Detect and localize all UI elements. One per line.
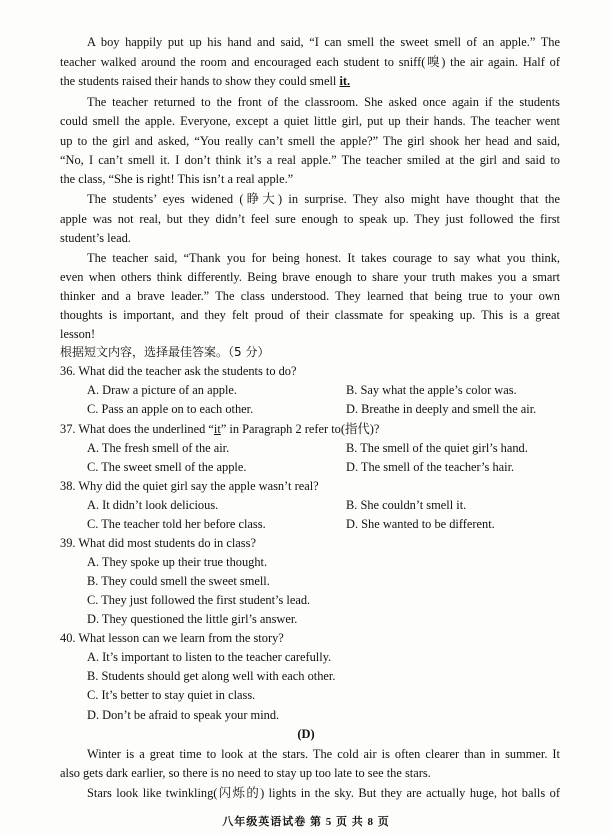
question-36-stem: 36. What did the teacher ask the students to do? xyxy=(60,364,297,378)
section-d-p1-line1: Winter is a great time to look at the stars. The cold air is often clearer than in summer. It xyxy=(87,747,560,761)
q40-option-b[interactable]: B. Students should get along well with each other. xyxy=(87,669,336,683)
q40-option-a[interactable]: A. It’s important to listen to the teacher carefully. xyxy=(87,650,332,664)
passage-c-p3-line1: The students’ eyes widened (睁大) in surprise. They also might have thought that the xyxy=(87,192,560,206)
q37-stem-pre: 37. What does the underlined “ xyxy=(60,422,214,436)
q39-option-c[interactable]: C. They just followed the first student’s lead. xyxy=(87,593,311,607)
q38-option-d[interactable]: D. She wanted to be different. xyxy=(346,517,495,531)
passage-c-p2-line1: The teacher returned to the front of the classroom. She asked once again if the students xyxy=(87,95,560,109)
section-d-p2-line1: Stars look like twinkling(闪烁的) lights in the sky. But they are actually huge, hot balls of xyxy=(87,786,560,800)
passage-c-p1-line3-text: the students raised their hands to show they could smell xyxy=(60,74,340,88)
q37-option-d[interactable]: D. The smell of the teacher’s hair. xyxy=(346,460,515,474)
q39-option-b[interactable]: B. They could smell the sweet smell. xyxy=(87,574,270,588)
question-37-stem xyxy=(60,420,560,438)
q40-option-d[interactable]: D. Don’t be afraid to speak your mind. xyxy=(87,708,280,722)
passage-c-p4-line5: lesson! xyxy=(60,327,96,341)
q36-option-d[interactable]: D. Breathe in deeply and smell the air. xyxy=(346,402,537,416)
section-d-p1-line2: also gets dark earlier, so there is no need to stay up too late to see the stars. xyxy=(60,766,431,780)
passage-c-p1-line1: A boy happily put up his hand and said, “I can smell the sweet smell of an apple.” The xyxy=(87,35,560,49)
passage-c-p4-line3: thinker and a brave leader.” The class understood. They learned that being true to your own xyxy=(60,289,560,303)
passage-c-p4-line4: thoughts is important, and they felt proud of their classmate for speaking up. This is a great xyxy=(60,308,560,322)
page-footer: 八年级英语试卷 第 5 页 共 8 页 xyxy=(222,816,390,828)
q36-option-c[interactable]: C. Pass an apple on to each other. xyxy=(87,402,254,416)
passage-c-p2-line4: “No, I can’t smell it. I don’t think it’s a real apple.” The teacher smiled at the girl and said to xyxy=(60,153,560,167)
question-40-stem: 40. What lesson can we learn from the story? xyxy=(60,631,284,645)
underlined-it: it. xyxy=(339,74,351,88)
question-39-stem: 39. What did most students do in class? xyxy=(60,536,256,550)
passage-c-p2-line5: the class, “She is right! This isn’t a real apple.” xyxy=(60,172,294,186)
q38-option-a[interactable]: A. It didn’t look delicious. xyxy=(87,498,219,512)
passage-c-p4-line2: even when others think differently. Being brave enough to share your truth makes you a smart xyxy=(60,270,560,284)
passage-c-p4-line1: The teacher said, “Thank you for being honest. It takes courage to say what you think, xyxy=(87,251,560,265)
q39-option-a[interactable]: A. They spoke up their true thought. xyxy=(87,555,268,569)
q37-option-c[interactable]: C. The sweet smell of the apple. xyxy=(87,460,247,474)
q39-option-d[interactable]: D. They questioned the little girl’s answer. xyxy=(87,612,298,626)
passage-c-p3-line2: apple was not real, but they didn’t feel sure enough to speak up. They just followed the first xyxy=(60,212,560,226)
q37-stem-it: it xyxy=(213,422,221,436)
passage-c-p2-line3: up to the girl and asked, “You really can’t smell the apple?” The girl shook her head and said, xyxy=(60,134,560,148)
q38-option-c[interactable]: C. The teacher told her before class. xyxy=(87,517,266,531)
q36-option-a[interactable]: A. Draw a picture of an apple. xyxy=(87,383,238,397)
q38-option-b[interactable]: B. She couldn’t smell it. xyxy=(346,498,467,512)
q37-option-a[interactable]: A. The fresh smell of the air. xyxy=(87,441,230,455)
passage-c-p1-line2: teacher walked around the room and encouraged each student to sniff(嗅) the air again. Half of xyxy=(60,55,560,69)
passage-c-p2-line2: could smell the apple. Everyone, except a quiet little girl, put up their hands. The teacher went xyxy=(60,114,560,128)
q37-stem-post: ” in Paragraph 2 refer to(指代)? xyxy=(220,422,380,436)
passage-c-p3-line3: student’s lead. xyxy=(60,231,131,245)
instruction: 根据短文内容，选择最佳答案。（5 分） xyxy=(60,345,270,359)
q36-option-b[interactable]: B. Say what the apple’s color was. xyxy=(346,383,517,397)
passage-c-p1-line3 xyxy=(60,72,560,90)
q37-option-b[interactable]: B. The smell of the quiet girl’s hand. xyxy=(346,441,528,455)
section-d-heading: (D) xyxy=(297,727,315,741)
q40-option-c[interactable]: C. It’s better to stay quiet in class. xyxy=(87,688,256,702)
question-38-stem: 38. Why did the quiet girl say the apple wasn’t real? xyxy=(60,479,319,493)
